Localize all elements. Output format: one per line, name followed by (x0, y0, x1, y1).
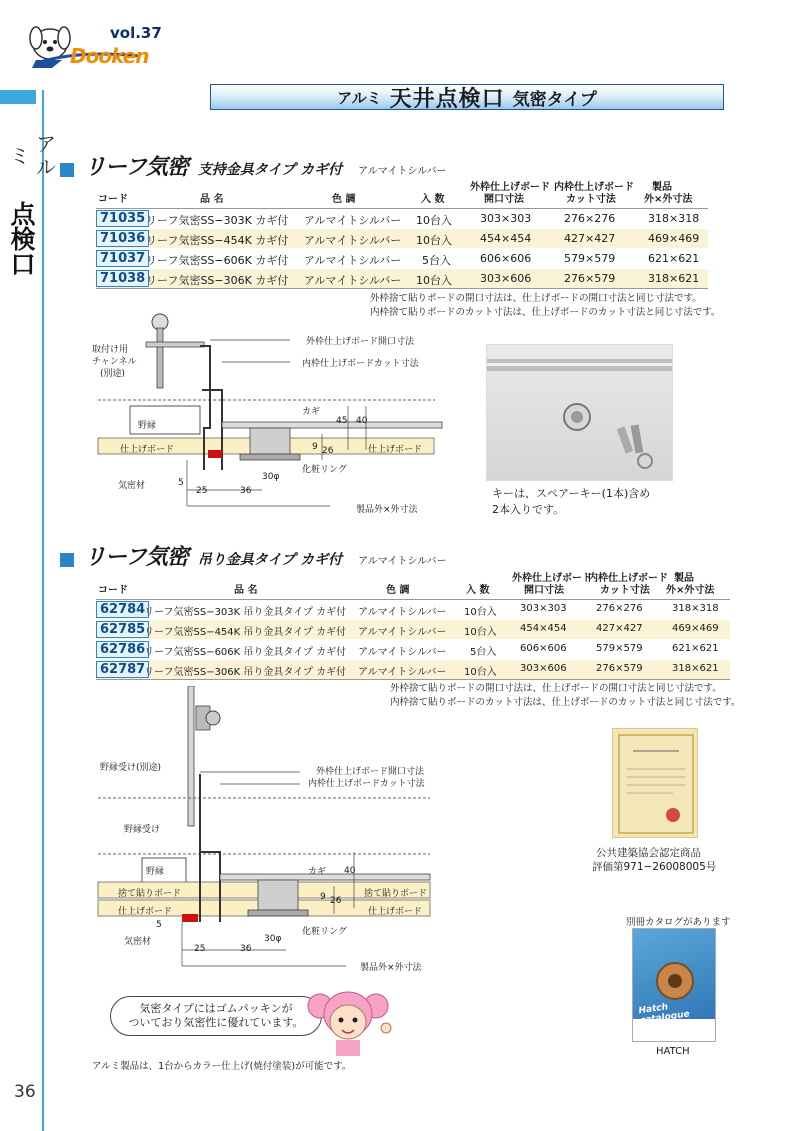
dim-26: 26 (330, 896, 342, 906)
nobuchi-label: 野縁 (138, 421, 157, 431)
nobuchi-uke-label: 野縁受け (124, 825, 161, 835)
product-code: 71037 (96, 250, 149, 267)
product-outer: 454×454 (480, 232, 532, 245)
col-product-top: 製品 (674, 573, 694, 584)
col-inner-bottom: カット寸法 (566, 194, 616, 205)
col-outer-top: 外枠仕上げボード (470, 182, 550, 193)
product-qty: 10台入 (464, 667, 497, 678)
side-tab (6, 124, 57, 284)
section2-finish: アルマイトシルバー (358, 556, 447, 567)
dim-45: 45 (336, 416, 348, 426)
product-name: リーフ気密SS−306K カギ付 (146, 274, 289, 287)
product-name: リーフ気密SS−454K 吊り金具タイプ カギ付 (144, 627, 347, 638)
footer-note: アルミ製品は、1台からカラー仕上げ(焼付塗装)が可能です。 (92, 1061, 352, 1072)
certificate-seal-icon (613, 729, 699, 839)
col-product-bottom: 外×外寸法 (644, 194, 693, 205)
note-line: 内枠捨て貼りボードのカット寸法は、仕上げボードのカット寸法と同じ寸法です。 (370, 307, 721, 318)
key-label: カギ (302, 407, 321, 417)
product-qty: 10台入 (464, 627, 497, 638)
product-code: 62787 (96, 661, 149, 678)
inner-cut-label: 内枠仕上げボードカット寸法 (302, 359, 419, 369)
board-right-label: 仕上げボード (368, 907, 423, 917)
col-color: 色 調 (386, 585, 410, 596)
dim-5: 5 (178, 478, 184, 488)
seal-label: 気密材 (124, 937, 152, 947)
inner-cut-label: 内枠仕上げボードカット寸法 (308, 779, 425, 789)
dim-40: 40 (344, 866, 356, 876)
ring-label: 化粧リング (302, 465, 347, 475)
col-outer-bottom: 開口寸法 (524, 585, 564, 596)
table-row (96, 600, 730, 619)
catalog-label: 別冊カタログがあります (626, 917, 731, 928)
product-color: アルマイトシルバー (358, 667, 447, 678)
col-inner-bottom: カット寸法 (600, 585, 650, 596)
product-inner: 427×427 (596, 623, 643, 634)
table-row (96, 620, 730, 639)
section1-subtitle: 支持金具タイプ カギ付 (197, 162, 343, 178)
product-qty: 10台入 (416, 214, 452, 227)
product-name: リーフ気密SS−454K カギ付 (146, 234, 289, 247)
caption-line: キーは、スペアーキー(1本)含め (492, 487, 651, 500)
dim-30: 30φ (264, 934, 282, 944)
sute-right-label: 捨て貼りボード (364, 889, 428, 899)
dim-25: 25 (196, 486, 208, 496)
product-color: アルマイトシルバー (358, 627, 447, 638)
section2-name: リーフ気密 (84, 545, 188, 570)
caption-line: 評価第971−26008005号 (592, 861, 717, 873)
section1-finish: アルマイトシルバー (358, 166, 447, 177)
col-qty: 入 数 (421, 194, 445, 205)
product-color: アルマイトシルバー (358, 647, 447, 658)
col-name: 品 名 (200, 194, 224, 205)
product-name: リーフ気密SS−606K カギ付 (146, 254, 289, 267)
product-name: リーフ気密SS−306K 吊り金具タイプ カギ付 (144, 667, 347, 678)
side-tab-small: アルミ (7, 133, 57, 179)
hanger-label: 野縁受け(別途) (100, 763, 162, 773)
channel-line: チャンネル (92, 357, 137, 367)
board-left-label: 仕上げボード (118, 907, 173, 917)
product-dims: 469×469 (648, 232, 700, 245)
dim-36: 36 (240, 486, 252, 496)
product-color: アルマイトシルバー (304, 254, 402, 267)
dim-25: 25 (194, 944, 206, 954)
board-left-label: 仕上げボード (120, 445, 175, 455)
col-inner-top: 内枠仕上げボード (554, 182, 634, 193)
speech-bubble (110, 996, 322, 1036)
dim-26: 26 (322, 446, 334, 456)
product-dims: 318×621 (672, 663, 719, 674)
col-inner-top: 内枠仕上げボード (588, 573, 668, 584)
product-dims: 621×621 (672, 643, 719, 654)
volume-label: vol.37 (110, 24, 162, 42)
note-line: 内枠捨て貼りボードのカット寸法は、仕上げボードのカット寸法と同じ寸法です。 (390, 697, 741, 708)
col-outer-top: 外枠仕上げボード (512, 573, 592, 584)
side-tab-big: 点検口 (7, 200, 36, 276)
catalog-cover-title: Hatch catalogue (637, 1002, 691, 1027)
table-rule (96, 679, 730, 680)
table-row (96, 249, 708, 268)
side-divider (42, 90, 44, 1131)
col-product-bottom: 外×外寸法 (666, 585, 715, 596)
col-code: コード (98, 194, 128, 205)
title-prefix: アルミ (337, 88, 382, 107)
section2-subtitle: 吊り金具タイプ カギ付 (197, 552, 343, 568)
product-code: 62784 (96, 601, 149, 618)
dim-40: 40 (356, 416, 368, 426)
product-outer: 454×454 (520, 623, 567, 634)
dim-9: 9 (312, 442, 318, 452)
product-dim-label: 製品外×外寸法 (360, 963, 422, 973)
product-dims: 318×318 (672, 603, 719, 614)
product-dims: 318×318 (648, 212, 700, 225)
caption-line: 公共建築協会認定商品 (596, 847, 701, 859)
board-right-label: 仕上げボード (368, 445, 423, 455)
catalog-name: HATCH (656, 1046, 690, 1057)
product-qty: 10台入 (416, 274, 452, 287)
page-number: 36 (14, 1082, 36, 1102)
seal-label: 気密材 (118, 481, 146, 491)
product-code: 62785 (96, 621, 149, 638)
key-label: カギ (308, 867, 327, 877)
product-code: 71036 (96, 230, 149, 247)
section1-heading (60, 150, 447, 181)
channel-line: (別途) (100, 369, 126, 379)
table-row (96, 269, 708, 288)
product-inner: 276×276 (596, 603, 643, 614)
note-line: 外枠捨て貼りボードの開口寸法は、仕上げボードの開口寸法と同じ寸法です。 (370, 293, 702, 304)
certificate-image (612, 728, 698, 838)
bubble-line: 気密タイプにはゴムパッキンが (139, 1002, 293, 1015)
page-title: 天井点検口 (389, 86, 505, 112)
side-tab-marker (0, 90, 36, 104)
channel-label (92, 344, 136, 380)
catalog-cover (632, 928, 716, 1042)
product-color: アルマイトシルバー (304, 214, 402, 227)
channel-line: 取付け用 (92, 345, 129, 355)
table-row (96, 229, 708, 248)
girl-mascot-icon (306, 984, 396, 1056)
product-code: 71038 (96, 270, 149, 287)
product-inner: 579×579 (564, 252, 616, 265)
product-color: アルマイトシルバー (304, 274, 402, 287)
product-outer: 303×606 (480, 272, 532, 285)
product-dim-label: 製品外×外寸法 (356, 505, 418, 515)
product-dims: 621×621 (648, 252, 700, 265)
section1-name: リーフ気密 (84, 155, 188, 180)
product-qty: 5台入 (422, 254, 451, 267)
col-color: 色 調 (332, 194, 356, 205)
key-lock-photo (486, 344, 673, 481)
section-square-icon (60, 553, 74, 567)
bubble-line: ついており気密性に優れています。 (128, 1016, 304, 1029)
dim-9: 9 (320, 892, 326, 902)
product-color: アルマイトシルバー (304, 234, 402, 247)
lock-key-icon (487, 345, 673, 481)
product-dims: 469×469 (672, 623, 719, 634)
col-name: 品 名 (234, 585, 258, 596)
photo-caption (492, 486, 650, 518)
product-inner: 427×427 (564, 232, 616, 245)
section2-table-header (96, 573, 730, 599)
col-outer-bottom: 開口寸法 (484, 194, 524, 205)
section2-heading (60, 540, 447, 571)
title-suffix: 気密タイプ (512, 89, 597, 110)
product-outer: 303×606 (520, 663, 567, 674)
section-square-icon (60, 163, 74, 177)
product-outer: 303×303 (520, 603, 567, 614)
product-name: リーフ気密SS−303K 吊り金具タイプ カギ付 (144, 607, 347, 618)
product-qty: 10台入 (464, 607, 497, 618)
outer-opening-label: 外枠仕上げボード開口寸法 (306, 337, 415, 347)
product-outer: 606×606 (520, 643, 567, 654)
col-product-top: 製品 (652, 182, 672, 193)
product-code: 71035 (96, 210, 149, 227)
note-line: 外枠捨て貼りボードの開口寸法は、仕上げボードの開口寸法と同じ寸法です。 (390, 683, 722, 694)
dim-5: 5 (156, 920, 162, 930)
page-title-bar (210, 84, 724, 110)
table-row (96, 660, 730, 679)
table-row (96, 640, 730, 659)
product-name: リーフ気密SS−606K 吊り金具タイプ カギ付 (144, 647, 347, 658)
brand-name: Dooken (70, 44, 149, 68)
section2-notes (390, 682, 741, 710)
dim-30: 30φ (262, 472, 280, 482)
product-qty: 10台入 (416, 234, 452, 247)
certificate-caption (592, 846, 716, 874)
product-dims: 318×621 (648, 272, 700, 285)
col-qty: 入 数 (466, 585, 490, 596)
product-color: アルマイトシルバー (358, 607, 447, 618)
product-code: 62786 (96, 641, 149, 658)
outer-opening-label: 外枠仕上げボード開口寸法 (316, 767, 425, 777)
product-name: リーフ気密SS−303K カギ付 (146, 214, 289, 227)
product-outer: 303×303 (480, 212, 532, 225)
section1-table-header (96, 182, 708, 208)
product-inner: 276×579 (596, 663, 643, 674)
nobuchi-label: 野縁 (146, 867, 165, 877)
ring-label: 化粧リング (302, 927, 347, 937)
product-outer: 606×606 (480, 252, 532, 265)
table-row (96, 209, 708, 228)
product-inner: 579×579 (596, 643, 643, 654)
caption-line: 2本入りです。 (492, 503, 565, 516)
product-inner: 276×276 (564, 212, 616, 225)
dim-36: 36 (240, 944, 252, 954)
product-qty: 5台入 (470, 647, 497, 658)
col-code: コード (98, 585, 128, 596)
sute-left-label: 捨て貼りボード (118, 889, 182, 899)
table-rule (96, 288, 708, 289)
product-inner: 276×579 (564, 272, 616, 285)
